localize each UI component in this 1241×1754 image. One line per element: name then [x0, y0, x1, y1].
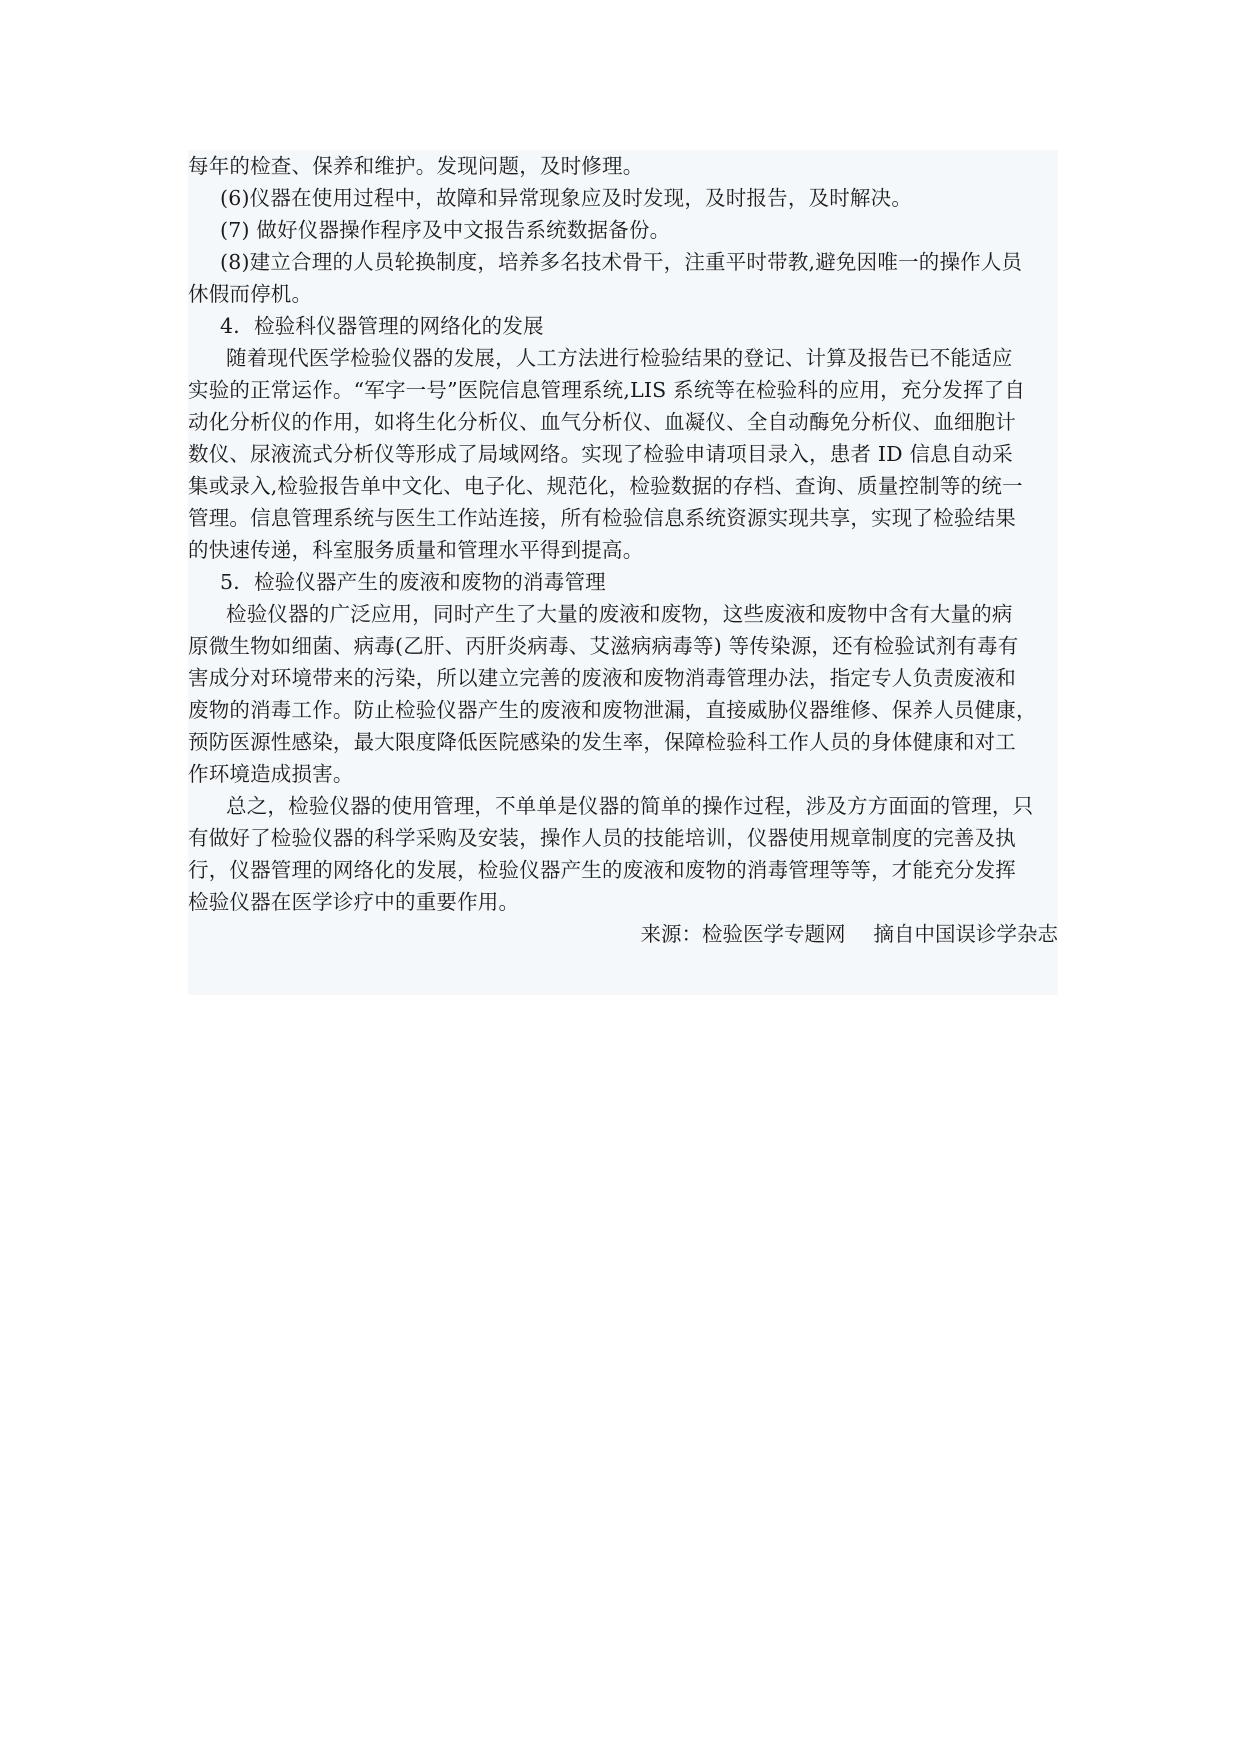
text-line: 行，仪器管理的网络化的发展，检验仪器产生的废液和废物的消毒管理等等，才能充分发挥	[188, 858, 1016, 882]
text-line: 集或录入,检验报告单中文化、电子化、规范化，检验数据的存档、查询、质量控制等的统一	[188, 474, 1023, 498]
text-line: (7) 做好仪器操作程序及中文报告系统数据备份。	[220, 218, 671, 242]
text-line: 管理。信息管理系统与医生工作站连接，所有检验信息系统资源实现共享，实现了检验结果	[188, 506, 1016, 530]
text-line: 原微生物如细菌、病毒(乙肝、丙肝炎病毒、艾滋病病毒等) 等传染源，还有检验试剂有毒有	[188, 634, 1019, 658]
source-attribution	[641, 918, 1059, 950]
text-line: 的快速传递，科室服务质量和管理水平得到提高。	[188, 538, 644, 562]
text-line: 废物的消毒工作。防止检验仪器产生的废液和废物泄漏，直接威胁仪器维修、保养人员健康，	[188, 698, 1037, 722]
section-heading: 5．检验仪器产生的废液和废物的消毒管理	[220, 570, 606, 594]
text-line: (8)建立合理的人员轮换制度，培养多名技术骨干，注重平时带教,避免因唯一的操作人员	[220, 250, 1023, 274]
text-line: 有做好了检验仪器的科学采购及安装，操作人员的技能培训，仪器使用规章制度的完善及执	[188, 826, 1016, 850]
text-line: 实验的正常运作。“军字一号”医院信息管理系统,LIS 系统等在检验科的应用，充分发挥了自	[188, 378, 1026, 402]
text-line: 作环境造成损害。	[188, 762, 354, 786]
text-line: 检验仪器的广泛应用，同时产生了大量的废液和废物，这些废液和废物中含有大量的病	[226, 602, 1013, 626]
text-line: 预防医源性感染，最大限度降低医院感染的发生率，保障检验科工作人员的身体健康和对工	[188, 730, 1016, 754]
text-line: 害成分对环境带来的污染，所以建立完善的废液和废物消毒管理办法，指定专人负责废液和	[188, 666, 1016, 690]
source-origin: 摘自中国误诊学杂志	[873, 922, 1058, 946]
text-line: 总之，检验仪器的使用管理，不单单是仪器的简单的操作过程，涉及方方面面的管理，只	[226, 794, 1034, 818]
text-line: 每年的检查、保养和维护。发现问题，及时修理。	[188, 154, 644, 178]
text-line: 随着现代医学检验仪器的发展，人工方法进行检验结果的登记、计算及报告已不能适应	[226, 346, 1013, 370]
source-label: 来源：检验医学专题网	[640, 922, 846, 946]
text-line: 动化分析仪的作用，如将生化分析仪、血气分析仪、血凝仪、全自动酶免分析仪、血细胞计	[188, 410, 1016, 434]
article-panel	[188, 150, 1058, 995]
text-line: 休假而停机。	[188, 282, 313, 306]
text-line: (6)仪器在使用过程中，故障和异常现象应及时发现，及时报告，及时解决。	[220, 186, 913, 210]
section-heading: 4．检验科仪器管理的网络化的发展	[220, 314, 544, 338]
text-line: 数仪、尿液流式分析仪等形成了局域网络。实现了检验申请项目录入，患者 ID 信息自动采	[188, 442, 1013, 466]
text-line: 检验仪器在医学诊疗中的重要作用。	[188, 890, 520, 914]
